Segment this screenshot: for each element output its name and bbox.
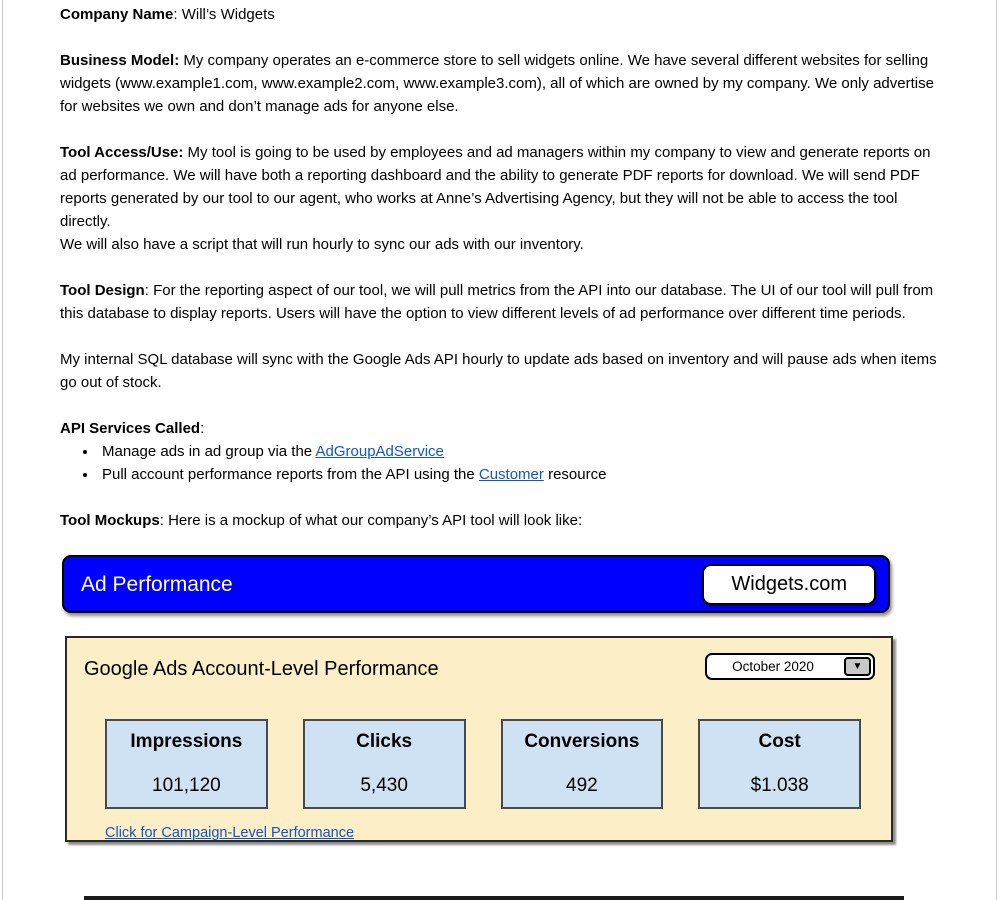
customer-link[interactable]: Customer <box>478 466 544 483</box>
metric-value: 492 <box>566 775 598 796</box>
tool-access-text2: We will also have a script that will run hourly to sync our ads with our inventory. <box>60 236 584 253</box>
metric-label: Conversions <box>524 731 640 752</box>
metric-card-impressions <box>105 719 268 809</box>
page-left-edge <box>2 0 3 900</box>
business-model-label: Business Model: <box>60 52 180 69</box>
widgets-com-button[interactable]: Widgets.com <box>702 564 876 605</box>
metric-card-conversions <box>501 719 664 809</box>
metric-value: $1.038 <box>750 775 809 796</box>
tool-mockups-text: : Here is a mockup of what our company’s API tool will look like: <box>159 512 583 529</box>
sql-sync-paragraph: My internal SQL database will sync with the Google Ads API hourly to update ads based on inventory and will pause ads when items go out of stock. <box>60 351 937 391</box>
bullet-text: Pull account performance reports from the API using the <box>102 466 479 483</box>
bullet-text: resource <box>543 466 607 483</box>
metric-value: 5,430 <box>360 775 408 796</box>
metric-cards-row <box>105 719 861 809</box>
tool-design-label: Tool Design <box>60 282 145 299</box>
metric-card-clicks <box>303 719 466 809</box>
api-services-list <box>60 440 940 486</box>
company-name-paragraph <box>60 3 940 26</box>
tool-design-paragraph <box>60 279 940 325</box>
metric-label: Clicks <box>356 731 413 752</box>
tool-mockups-label: Tool Mockups <box>60 512 160 529</box>
bullet-text: Manage ads in ad group via the <box>102 443 316 460</box>
month-dropdown-value: October 2020 <box>732 659 814 674</box>
campaign-level-link[interactable]: Click for Campaign-Level Performance <box>105 825 355 841</box>
business-model-paragraph <box>60 49 940 118</box>
cutoff-next-element <box>84 896 904 900</box>
business-model-text: My company operates an e-commerce store to sell widgets online. We have several different websites for selling widgets (www.example1.com, www.example2.com, www.example3.com), all of which are owned by my company. We only advertise for websites we own and don’t manage ads for anyone else. <box>60 52 934 115</box>
panel-header-row <box>84 653 875 681</box>
tool-access-label: Tool Access/Use: <box>60 144 184 161</box>
company-name-value: : Will’s Widgets <box>173 6 275 23</box>
tool-mockups-paragraph <box>60 509 940 532</box>
api-service-item <box>98 463 940 486</box>
mockup-app-header <box>62 555 890 613</box>
metric-value: 101,120 <box>152 775 221 796</box>
api-services-section <box>60 417 940 440</box>
dropdown-arrow-icon[interactable]: ▼ <box>844 657 871 676</box>
tool-access-text: My tool is going to be used by employees and ad managers within my company to view and generate reports on ad performance. We will have both a reporting dashboard and the ability to generate PDF reports for download. We will send PDF reports generated by our tool to our agent, who works at Anne’s Advertising Agency, but they will not be able to access the tool directly. <box>60 144 931 230</box>
metric-card-cost <box>698 719 861 809</box>
page-right-edge <box>996 0 997 900</box>
tool-design-text: : For the reporting aspect of our tool, we will pull metrics from the API into our database. The UI of our tool will pull from this database to display reports. Users will have the option to view different levels of ad performance over different time periods. <box>60 282 934 322</box>
metric-label: Cost <box>758 731 801 752</box>
month-dropdown[interactable] <box>705 653 875 680</box>
api-service-item <box>98 440 940 463</box>
mockup-app-title: Ad Performance <box>81 572 233 596</box>
api-services-label: API Services Called <box>60 420 201 437</box>
api-services-colon: : <box>200 420 205 437</box>
panel-title: Google Ads Account-Level Performance <box>84 658 439 680</box>
adgroupadservice-link[interactable]: AdGroupAdService <box>315 443 444 460</box>
company-name-label: Company Name <box>60 6 174 23</box>
account-performance-panel <box>65 636 893 842</box>
metric-label: Impressions <box>130 731 243 752</box>
document-body <box>60 3 940 842</box>
tool-access-paragraph <box>60 141 940 256</box>
